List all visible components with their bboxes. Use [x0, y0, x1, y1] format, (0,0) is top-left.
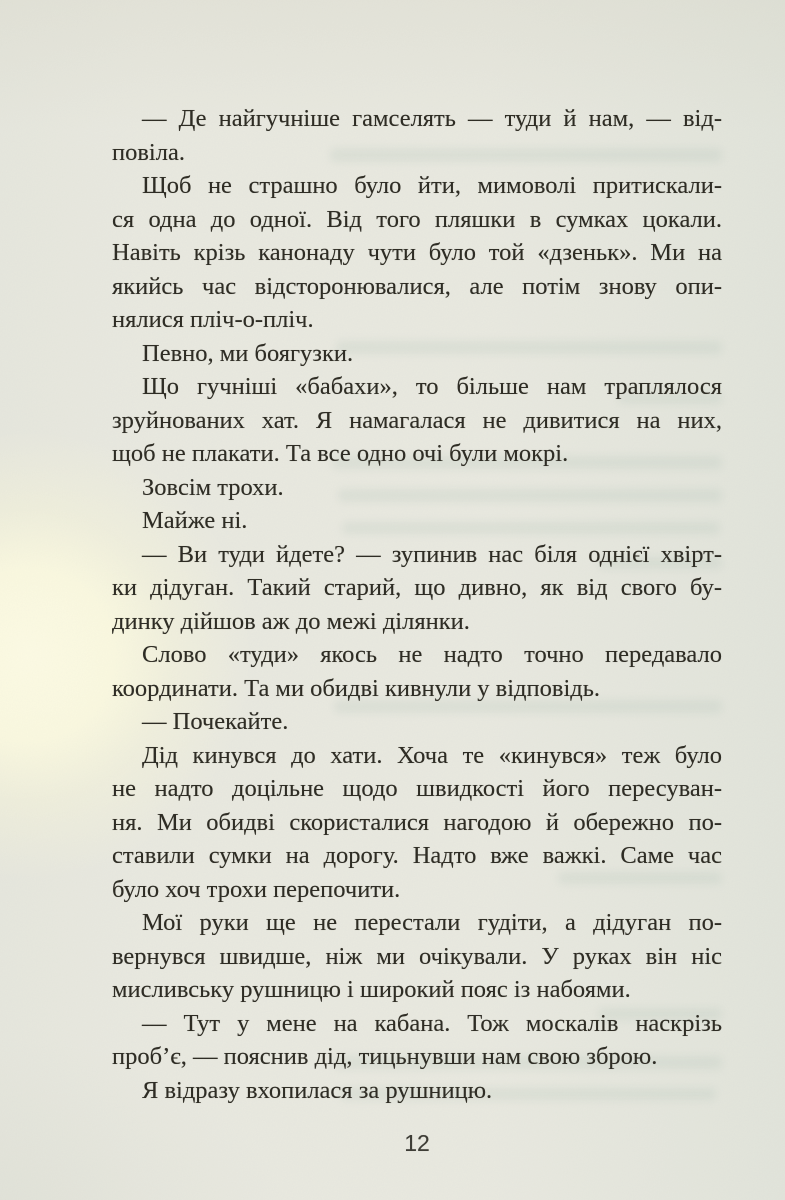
text-line: проб’є, — пояснив дід, тицьнувши нам свою зброю. — [112, 1043, 658, 1070]
text-line: щоб не плакати. Та все одно очі були мокрі. — [112, 440, 569, 467]
paragraph — [112, 169, 722, 337]
text-line: Слово «туди» якось не надто точно передавало — [142, 641, 722, 668]
text-line: Що гучніші «бабахи», то більше нам траплялося — [142, 373, 722, 400]
text-line: Щоб не страшно було йти, мимоволі притискали- — [142, 172, 722, 199]
paragraph — [112, 638, 722, 705]
text-line: мисливську рушницю і широкий пояс із набоями. — [112, 976, 631, 1003]
text-line: ся одна до одної. Від того пляшки в сумках цокали. — [112, 205, 722, 233]
text-line: Певно, ми боягузки. — [142, 339, 354, 367]
text-line: Я відразу вхопилася за рушницю. — [142, 1076, 493, 1104]
text-line: було хоч трохи перепочити. — [112, 875, 401, 903]
paragraph — [112, 906, 722, 1007]
text-line: зруйнованих хат. Я намагалася не дивитися на них, — [112, 406, 722, 434]
text-line: ставили сумки на дорогу. Надто вже важкі. Саме час — [112, 842, 722, 869]
text-line: Зовсім трохи. — [142, 473, 284, 501]
text-line: Мої руки ще не перестали гудіти, а дідуган по- — [142, 909, 722, 936]
text-line: Дід кинувся до хати. Хоча те «кинувся» теж було — [142, 741, 722, 769]
page-text — [112, 102, 722, 1107]
paragraph — [112, 1007, 722, 1074]
text-line: якийсь час відсторонювалися, але потім знову опи- — [112, 272, 722, 300]
paragraph — [112, 538, 722, 639]
paragraph — [112, 337, 722, 371]
page-number: 12 — [404, 1130, 430, 1156]
text-line: вернувся швидше, ніж ми очікували. У руках він ніс — [112, 942, 722, 970]
text-line: динку дійшов аж до межі ділянки. — [112, 607, 470, 635]
text-line: — Ви туди йдете? — зупинив нас біля однієї хвірт- — [142, 540, 722, 568]
text-line: ня. Ми обидві скористалися нагодою й обережно по- — [112, 808, 722, 836]
paragraph — [112, 504, 722, 538]
text-line: повіла. — [112, 138, 185, 166]
text-line: Майже ні. — [142, 507, 248, 534]
text-line: ки дідуган. Такий старий, що дивно, як від свого бу- — [112, 574, 722, 601]
paragraph — [112, 102, 722, 169]
text-line: не надто доцільне щодо швидкості його пересуван- — [112, 775, 722, 802]
paragraph — [112, 705, 722, 739]
text-line: Навіть крізь канонаду чути було той «дзеньк». Ми на — [112, 239, 722, 266]
text-line: координати. Та ми обидві кивнули у відповідь. — [112, 674, 601, 702]
paragraph — [112, 1074, 722, 1108]
paragraph — [112, 471, 722, 505]
text-line: нялися пліч-о-пліч. — [112, 306, 314, 333]
text-line: — Де найгучніше гамселять — туди й нам, — від- — [142, 105, 722, 132]
paragraph — [112, 370, 722, 471]
paragraph — [112, 739, 722, 907]
text-line: — Почекайте. — [142, 708, 289, 735]
text-line: — Тут у мене на кабана. Тож москалів наскрізь — [142, 1009, 722, 1037]
